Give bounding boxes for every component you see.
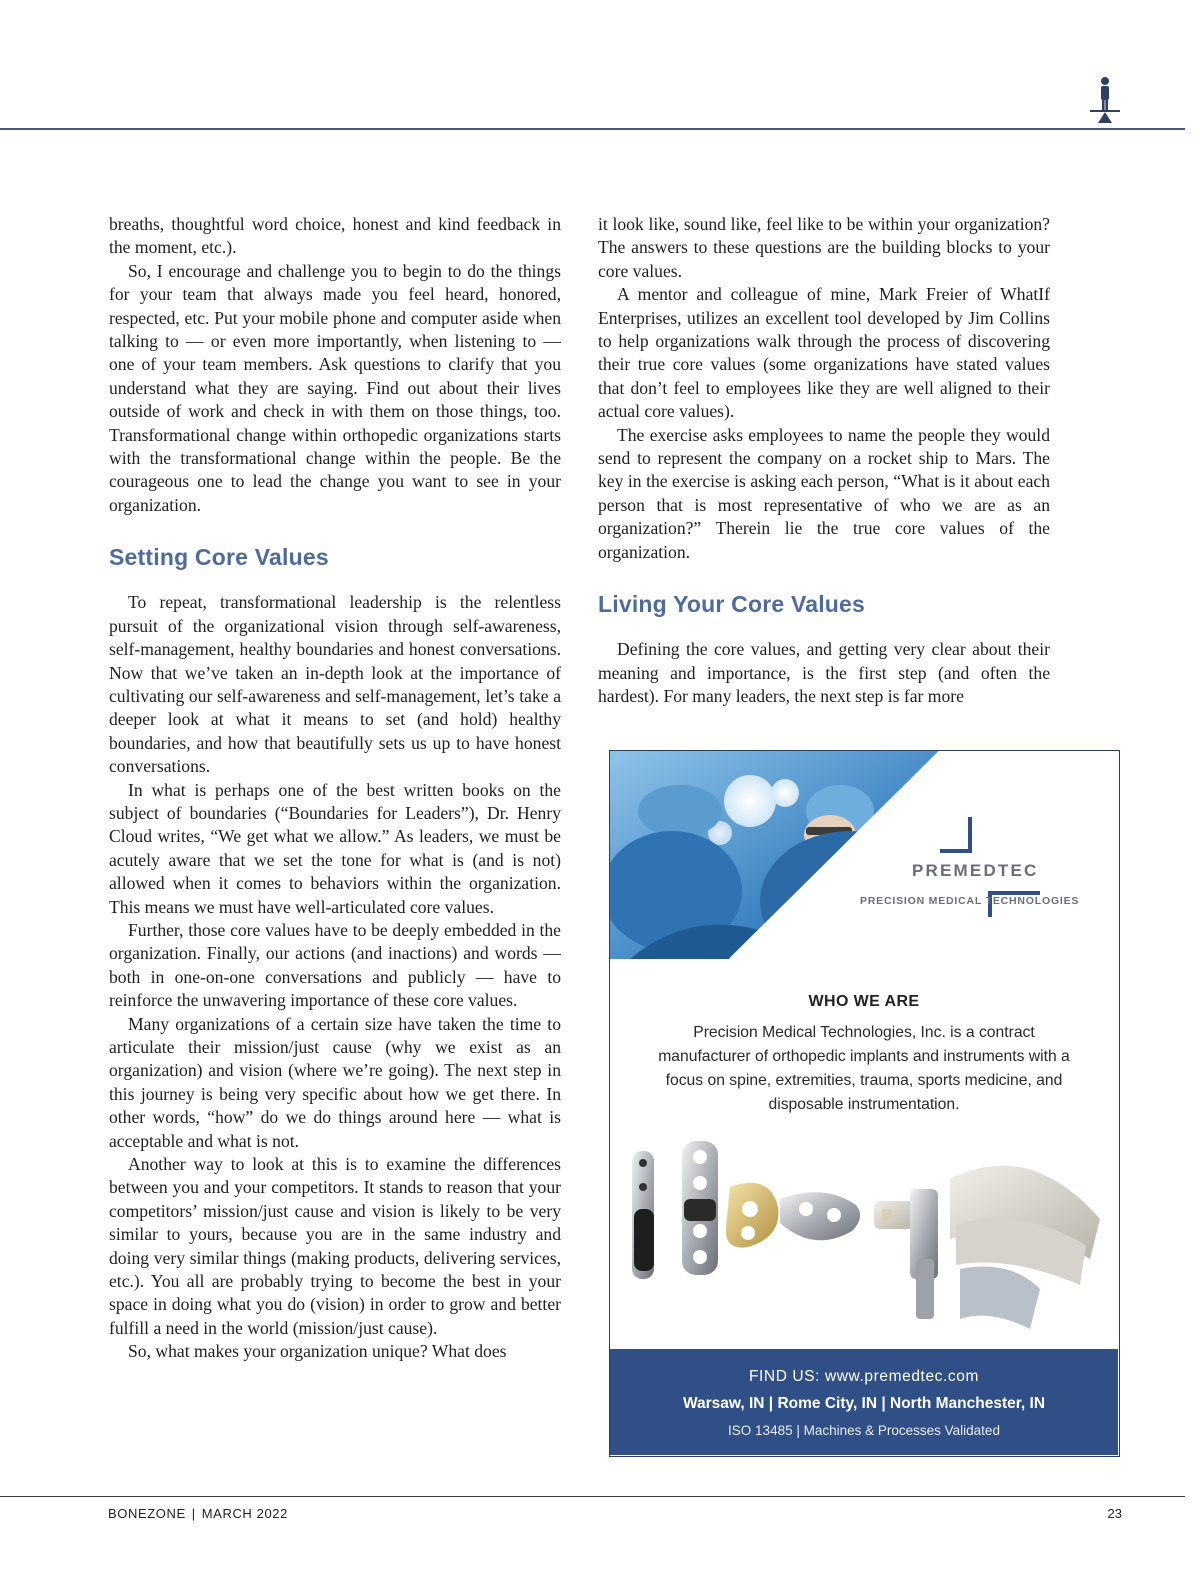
paragraph: So, what makes your organization unique? What does: [128, 1341, 507, 1362]
article-left-column: [109, 213, 561, 1364]
paragraph: The exercise asks employees to name the people they would send to represent the company on a rocket ship to Mars. The key in the exercise is asking each person, “What is it about each person that is most representative of who we are as an organization?” Therein lie the true core values of the organization.: [598, 424, 1050, 562]
ad-certification: ISO 13485 | Machines & Processes Validated: [728, 1423, 1000, 1438]
paragraph: it look like, sound like, feel like to be within your organization? The answers to these questions are the building blocks to your core values.: [598, 214, 1050, 281]
ad-contact-band: [610, 1349, 1118, 1455]
paragraph: A mentor and colleague of mine, Mark Freier of WhatIf Enterprises, utilizes an excellent tool developed by Jim Collins to help organizations walk through the process of discovering their true core values (some organizations have stated values that don’t feel to employees like they are well aligned to their actual core values).: [598, 284, 1050, 422]
ad-heading: WHO WE ARE: [808, 993, 920, 1010]
section-heading-living-core-values: Living Your Core Values: [598, 591, 866, 618]
standing-figure-icon: [1087, 76, 1123, 124]
orthopedic-implants-image: [620, 1139, 1110, 1353]
footer-publication: [108, 1506, 288, 1521]
surgeons-photo: [610, 751, 1118, 959]
footer-separator: |: [191, 1506, 196, 1521]
premedtec-advertisement[interactable]: [609, 750, 1120, 1457]
ad-locations: Warsaw, IN | Rome City, IN | North Manchester, IN: [682, 1395, 1046, 1412]
page-number: 23: [1107, 1506, 1122, 1521]
paragraph: In what is perhaps one of the best written books on the subject of boundaries (“Boundaries for Leaders”), Dr. Henry Cloud writes, “We get what we allow.” As leaders, we must be acutely aware that we set the tone for what is (and is not) allowed when it comes to behaviors within the organization. This means we must have well-articulated core values.: [109, 779, 561, 917]
paragraph: Defining the core values, and getting very clear about their meaning and importance, is the first step (and often the hardest). For many leaders, the next step is far more: [598, 639, 1050, 706]
header-rule: [0, 128, 1185, 130]
ad-body-text: Precision Medical Technologies, Inc. is a contract manufacturer of orthopedic implants and instruments with a focus on spine, extremities, trauma, sports medicine, and disposable instrumentation.: [658, 1024, 1070, 1113]
paragraph: So, I encourage and challenge you to begin to do the things for your team that always made you feel heard, honored, respected, etc. Put your mobile phone and computer aside when talking to — or even more importantly, when listening to — one of your team members. Ask questions to clarify that you understand what they are saying. Find out about their lives outside of work and check in with them on those things, too. Transformational change within orthopedic organizations starts with the transformational change within the people. Be the courageous one to lead the change you want to see in your organization.: [109, 260, 561, 515]
issue-date: MARCH 2022: [201, 1506, 288, 1521]
brand-tagline: PRECISION MEDICAL TECHNOLOGIES: [860, 895, 1080, 907]
paragraph: To repeat, transformational leadership is the relentless pursuit of the organizational vision through self-awareness, self-management, healthy boundaries and honest conversations. Now that we’ve taken an in-depth look at the importance of cultivating our self-awareness and self-management, let’s take a deeper look at what it means to set (and hold) healthy boundaries, and how that beautifully sets us up to have honest conversations.: [109, 592, 561, 777]
ad-website[interactable]: FIND US: www.premedtec.com: [748, 1368, 980, 1385]
publication-name: BONEZONE: [108, 1506, 186, 1521]
footer-rule: [0, 1496, 1185, 1497]
paragraph: Many organizations of a certain size have taken the time to articulate their mission/just cause (why we exist as an organization) and vision (where we’re going). The next step in this journey is being very specific about how we get there. In other words, “how” do we do things around here — what is acceptable and what is not.: [109, 1013, 561, 1151]
paragraph: Further, those core values have to be deeply embedded in the organization. Finally, our actions (and inactions) and words — both in one-on-one conversations and publicly — have to reinforce the unwavering importance of these core values.: [109, 919, 561, 1011]
section-heading-setting-core-values: Setting Core Values: [109, 544, 329, 571]
paragraph: Another way to look at this is to examine the differences between you and your competitors. It stands to reason that your competitors’ mission/just cause and vision is likely to be very similar to yours, because you are in the same industry and doing very similar things (making products, delivering services, etc.). You all are probably trying to become the best in your space in doing what you do (vision) in order to grow and better fulfill a need in the world (mission/just cause).: [109, 1154, 561, 1338]
article-right-column: [598, 213, 1050, 708]
paragraph: breaths, thoughtful word choice, honest and kind feedback in the moment, etc.).: [109, 214, 561, 258]
brand-name: PREMEDTEC: [912, 861, 1039, 880]
